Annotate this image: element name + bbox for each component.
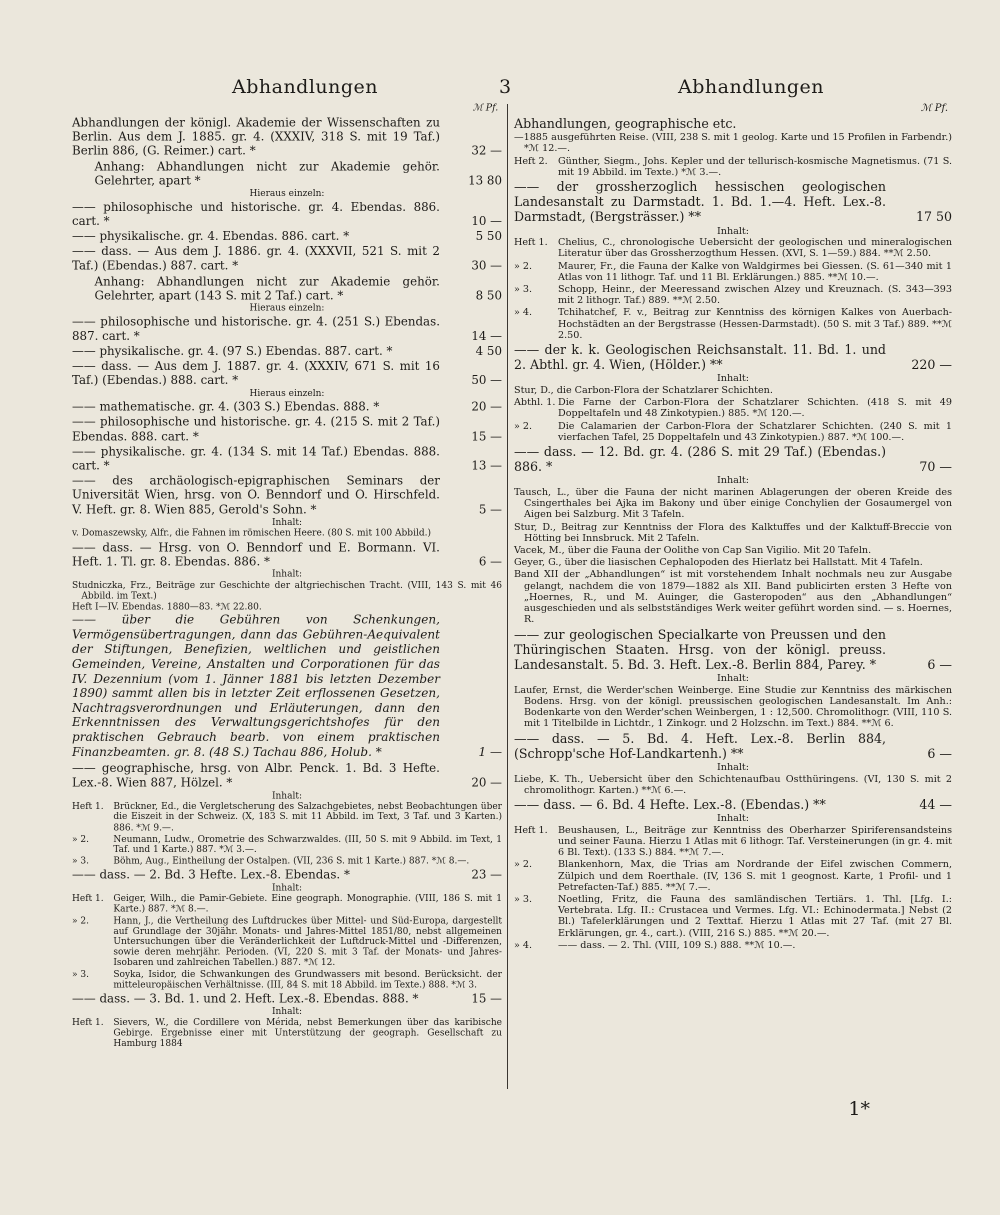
entry-text: —— physikalische. gr. 4. Ebendas. 886. cart. * [72,228,350,244]
catalog-entry [72,274,502,303]
contents-text: Laufer, Ernst, die Werder'schen Weinberge. Eine Studie zur Kenntniss des märkischen Bodens. Hrsg. von der königl. preussischen geologischen Landesanstalt. Im Anh.: Bodenkarte von den Werder'schen Weinbergen, 1 : 12,500. Chromolithogr. (VIII, 110 S. mit 1 Titelbilde in Lichtdr., 1 Zinkogr. und 2 Holzschn. im Text.) 884. **ℳ 6. [514,684,952,730]
entry-price: 32 — [471,143,502,158]
header-title-left: Abhandlungen [232,76,379,98]
catalog-entry [514,731,952,761]
entry-price: 220 — [911,357,952,373]
catalog-entry [72,614,502,761]
contents-label: Heft 1. [72,801,104,812]
contents-label: » 2. [514,260,533,272]
catalog-entry [72,444,502,473]
contents-text: Stur, D., Beitrag zur Kenntniss der Flora des Kalktuffes und der Kalktuff-Breccie von Hötting bei Innsbruck. Mit 2 Tafeln. [514,521,952,544]
right-column [514,102,952,952]
contents-item [514,940,952,951]
section-caption: Hieraus einzeln: [249,303,325,314]
contents-text: Die Farne der Carbon-Flora der Schatzlarer Schichten. (418 S. mit 49 Doppeltafeln und 48 Zinkotypien.) 885. *ℳ 120.—. [558,397,952,420]
entry-text: —— dass. — 2. Bd. 3 Hefte. Lex.-8. Ebendas. * [72,867,350,882]
entry-text: —— philosophische und historische. gr. 4. (215 S. mit 2 Taf.) Ebendas. 888. cart. * [72,414,440,443]
entry-price: 6 — [927,745,952,761]
contents-text: Schopp, Heinr., der Meeressand zwischen Alzey und Kreuznach. (S. 343—393 mit 2 lithogr. Taf.) 889. **ℳ 2.50. [558,284,952,307]
contents-label: » 3. [72,969,89,980]
entry-text: Anhang: Abhandlungen nicht zur Akademie gehör. Gelehrter, apart (143 S. mit 2 Taf.) cart. * [94,273,440,303]
entry-price: 50 — [471,373,502,388]
contents-text: Chelius, C., chronologische Uebersicht der geologischen und mineralogischen Literatur über das Grossherzogthum Hessen. (XVI, S. 1—59.) 884. **ℳ 2.50. [558,237,952,260]
left-entries [72,115,502,1049]
entry-text: —— der k. k. Geologischen Reichsanstalt. 11. Bd. 1. und 2. Abthl. gr. 4. Wien, (Hölder.) ** [514,342,886,373]
contents-item [72,894,502,915]
catalog-entry [514,116,952,131]
contents-label: » 3. [514,893,533,905]
contents-item [514,685,952,730]
contents-label: » 4. [514,939,533,951]
contents-item [514,284,952,306]
contents-item [514,569,952,625]
entry-text: —— dass. — 5. Bd. 4. Heft. Lex.-8. Berlin 884, (Schropp'sche Hof-Landkartenh.) ** [514,730,886,761]
contents-text: Günther, Siegm., Johs. Kepler und der tellurisch-kosmische Magnetismus. (71 S. mit 19 Abbild. im Texte.) *ℳ 3.—. [558,155,952,178]
contents-label: » 4. [514,307,533,319]
contents-item [514,385,952,396]
catalog-entry [72,344,502,358]
entry-price: 17 50 [915,209,952,225]
sheet-signature: 1* [848,1098,870,1120]
section-caption: Hieraus einzeln: [249,388,325,399]
contents-item [514,545,952,556]
section-caption: Inhalt: [716,373,750,385]
entry-text: Anhang: Abhandlungen nicht zur Akademie gehör. Gelehrter, apart * [94,158,440,188]
contents-text: Heft I—IV. Ebendas. 1880—83. *ℳ 22.80. [72,602,262,613]
entry-price: 6 — [478,554,502,569]
contents-text: Neumann, Ludw., Orometrie des Schwarzwaldes. (III, 50 S. mit 9 Abbild. im Text, 1 Taf. und 1 Karte.) 887. *ℳ 3.—. [113,834,502,855]
contents-text: Tchihatchef, F. v., Beitrag zur Kenntniss des körnigen Kalkes von Auerbach-Hochstädten an der Bergstrasse (Hessen-Darmstadt). (50 S. mit 3 Taf.) 889. **ℳ 2.50. [558,307,952,341]
contents-item [514,307,952,341]
currency-header-left: ℳ Pf. [472,102,499,114]
catalog-entry [72,399,502,413]
section-caption: Inhalt: [271,517,303,528]
contents-text: Vacek, M., über die Fauna der Oolithe von Cap San Vigilio. Mit 20 Tafeln. [514,545,872,557]
column-divider [507,104,508,1089]
contents-text: Geiger, Wilh., die Pamir-Gebiete. Eine geograph. Monographie. (VIII, 186 S. mit 1 Karte.) 887. *ℳ 8.—. [113,893,502,915]
contents-item [514,557,952,568]
contents-item [514,894,952,939]
catalog-entry [514,179,952,225]
section-caption: Inhalt: [271,882,303,894]
catalog-entry [72,199,502,228]
entry-text: —— physikalische. gr. 4. (134 S. mit 14 Taf.) Ebendas. 888. cart. * [72,444,440,473]
entry-text: —— mathematische. gr. 4. (303 S.) Ebendas. 888. * [72,399,380,414]
contents-text: Böhm, Aug., Eintheilung der Ostalpen. (VII, 236 S. mit 1 Karte.) 887. *ℳ 8.—. [113,856,470,867]
entry-price: 44 — [919,796,952,812]
contents-item [72,856,502,867]
contents-text: Beushausen, L., Beiträge zur Kenntniss des Oberharzer Spiriferensandsteins und seiner Fauna. Hierzu 1 Atlas mit 6 lithogr. Taf. Versteinerungen (in gr. 4. mit 6 Bl. Text). (133 S.) 884. **ℳ 7.—. [558,824,952,859]
entry-price: 13 — [471,458,502,473]
contents-item [72,969,502,990]
catalog-entry [72,229,502,243]
contents-label: » 2. [514,420,533,432]
section-caption: Inhalt: [716,761,750,773]
contents-item [514,825,952,859]
contents-item [514,132,952,154]
catalog-entry [72,991,502,1005]
contents-text: Maurer, Fr., die Fauna der Kalke von Waldgirmes bei Giessen. (S. 61—340 mit 1 Atlas von 11 lithogr. Taf. und 11 Bl. Erklärungen.) 885. **ℳ 10.—. [558,260,952,283]
contents-item [514,156,952,178]
contents-text: Die Calamarien der Carbon-Flora der Schatzlarer Schichten. (240 S. mit 1 vierfachen Tafel, 25 Doppeltafeln und 43 Zinkotypien.) 887. *ℳ 100.—. [558,420,952,443]
section-caption: Inhalt: [271,790,303,801]
entry-text: Abhandlungen, geographische etc. [514,116,737,131]
entry-text: —— philosophische und historische. gr. 4. (251 S.) Ebendas. 887. cart. * [72,314,440,343]
contents-text: Stur, D., die Carbon-Flora der Schatzlarer Schichten. [514,385,773,397]
contents-item [72,802,502,834]
right-entries [514,116,952,951]
contents-item [72,602,502,613]
entry-text: Abhandlungen der königl. Akademie der Wissenschaften zu Berlin. Aus dem J. 1885. gr. 4. (XXXIV, 318 S. mit 19 Taf.) Berlin 886, (G. Reimer.) cart. * [72,115,440,158]
contents-text: Noetling, Fritz, die Fauna des samländischen Tertiärs. 1. Thl. [Lfg. I.: Vertebrata. Lfg. II.: Crustacea und Vermes. Lfg. VI.: Echinodermata.] Nebst (2 Bl.) Tafelerklärungen und 2 Texttaf. Hierzu 1 Atlas mit 27 Taf. (mit 27 Bl. Erklärungen, gr. 4., cart.). (VIII, 216 S.) 885. **ℳ 20.—. [558,893,952,939]
entry-text: —— der grossherzoglich hessischen geologischen Landesanstalt zu Darmstadt. 1. Bd. 1.—4. Heft. Lex.-8. Darmstadt, (Bergsträsser.) ** [514,179,886,225]
section-caption: Inhalt: [271,569,303,580]
contents-label: » 2. [514,859,533,871]
entry-text: —— dass. — Hrsg. von O. Benndorf und E. Bormann. VI. Heft. 1. Tl. gr. 8. Ebendas. 886. * [72,539,440,569]
contents-label: Heft 1. [72,1017,104,1028]
contents-label: » 2. [72,915,89,927]
page-number: 3 [499,76,512,98]
contents-item [514,774,952,796]
catalog-entry [514,797,952,812]
contents-label: Heft 2. [514,155,548,167]
catalog-entry [72,761,502,790]
entry-price: 70 — [919,459,952,475]
entry-text: —— physikalische. gr. 4. (97 S.) Ebendas. 887. cart. * [72,343,393,358]
entry-price: 23 — [471,867,502,882]
entry-price: 15 — [471,991,502,1006]
contents-text: v. Domaszewsky, Alfr., die Fahnen im römischen Heere. (80 S. mit 100 Abbild.) [72,528,432,539]
entry-text: —— zur geologischen Specialkarte von Preussen und den Thüringischen Staaten. Hrsg. von der königl. preuss. Landesanstalt. 5. Bd. 3. Heft. Lex.-8. Berlin 884, Parey. * [514,626,886,672]
contents-text: Brückner, Ed., die Vergletscherung des Salzachgebietes, nebst Beobachtungen über die Eiszeit in der Schweiz. (X, 183 S. mit 11 Abbild. im Text, 3 Taf. und 3 Karten.) 886. *ℳ 9.—. [113,801,502,833]
catalog-entry [72,414,502,443]
entry-price: 15 — [471,428,502,443]
catalog-entry [72,474,502,517]
entry-price: 5 50 [475,228,502,244]
contents-item [72,580,502,601]
contents-text: Tausch, L., über die Fauna der nicht marinen Ablagerungen der oberen Kreide des Csingerthales bei Ajka im Bakony und über einige Conchylien der Gosaumergel von Aigen bei Salzburg. Mit 3 Tafeln. [514,487,952,521]
contents-item [514,237,952,259]
section-caption: Hieraus einzeln: [249,188,325,199]
catalog-entry [72,359,502,388]
contents-label: Heft 1. [72,893,104,905]
catalog-entry [72,115,502,158]
contents-label: » 2. [72,834,89,845]
entry-price: 1 — [478,745,502,760]
catalog-entry [72,159,502,188]
entry-text: —— dass. — 12. Bd. gr. 4. (286 S. mit 29 Taf.) (Ebendas.) 886. * [514,444,886,475]
contents-label: Heft 1. [514,824,548,836]
entry-price: 5 — [478,502,502,517]
section-caption: Inhalt: [716,475,750,487]
contents-text: —1885 ausgeführten Reise. (VIII, 238 S. mit 1 geolog. Karte und 15 Profilen in Farbendr.) *ℳ 12.—. [514,132,952,155]
catalog-entry [514,444,952,474]
entry-price: 13 80 [468,173,502,188]
catalog-entry [72,244,502,273]
contents-text: Soyka, Isidor, die Schwankungen des Grundwassers mit besond. Berücksicht. der mitteleuropäischen Verhältnisse. (III, 84 S. mit 18 Abbild. im Texte.) 888. *ℳ 3. [113,969,502,991]
catalog-entry [72,314,502,343]
section-caption: Inhalt: [716,673,750,685]
entry-text: —— geographische, hrsg. von Albr. Penck. 1. Bd. 3 Hefte. Lex.-8. Wien 887, Hölzel. * [72,761,440,790]
catalog-entry [514,627,952,673]
entry-price: 4 50 [475,343,502,358]
entry-text: —— dass. — Aus dem J. 1886. gr. 4. (XXXVII, 521 S. mit 2 Taf.) (Ebendas.) 887. cart. * [72,244,440,273]
contents-text: Sievers, W., die Cordillere von Mérida, nebst Bemerkungen über das karibische Gebirge. Ergebnisse einer mit Unterstützung der geograph. Gesellschaft zu Hamburg 1884 [113,1017,502,1049]
contents-text: Blankenhorn, Max, die Trias am Nordrande der Eifel zwischen Commern, Zülpich und dem Roerthale. (IV, 136 S. mit 1 geognost. Karte, 1 Profil- und 1 Petrefacten-Taf.) 885. **ℳ 7.—. [558,859,952,893]
contents-text: Band XII der „Abhandlungen“ ist mit vorstehendem Inhalt nochmals neu zur Ausgabe gelangt, nachdem die von 1879—1882 als XII. Band publicirten ersten 3 Hefte von „Hoernes, R., und M. Auinger, die Gasteropoden“ aus den „Abhandlungen“ ausgeschieden und als selbstständiges Werk weiter geführt worden sind. — s. Hoernes, R. [514,569,952,626]
header-title-right: Abhandlungen [678,76,825,98]
currency-header-right: ℳ Pf. [920,103,948,114]
catalog-entry [72,868,502,882]
section-caption: Inhalt: [271,1006,303,1017]
contents-text: Hann, J., die Vertheilung des Luftdruckes über Mittel- und Süd-Europa, dargestellt auf Grundlage der 30jähr. Monats- und Jahres-Mittel 1851/80, nebst allgemeinen Untersuchungen über die Veränderlichkeit der Luftdruck-Mittel und -Differenzen, sowie deren mehrjähr. Perioden. (VI, 220 S. mit 3 Taf. der Monats- und Jahres-Isobaren und zahlreichen Tabellen.) 887. *ℳ 12. [113,915,502,969]
contents-text: Studniczka, Frz., Beiträge zur Geschichte der altgriechischen Tracht. (VIII, 143 S. mit 46 Abbild. im Text.) [72,580,502,602]
entry-price: 6 — [927,656,952,672]
contents-item [514,487,952,521]
contents-item [72,528,502,539]
entry-price: 20 — [471,399,502,414]
contents-item [514,421,952,443]
contents-label: Abthl. 1. [514,397,556,409]
section-caption: Inhalt: [716,225,750,237]
entry-text: —— dass. — 3. Bd. 1. und 2. Heft. Lex.-8. Ebendas. 888. * [72,991,419,1006]
contents-text: Liebe, K. Th., Uebersicht über den Schichtenaufbau Ostthüringens. (VI, 130 S. mit 2 chromolithogr. Karten.) **ℳ 6.—. [514,773,952,796]
contents-label: » 3. [72,856,89,867]
entry-price: 20 — [471,775,502,790]
left-column [72,102,502,1050]
entry-text: —— über die Gebühren von Schenkungen, Vermögensübertragungen, dann das Gebühren-Aequivalent der Stiftungen, Benefizien, weltlichen und geistlichen Gemeinden, Vereine, Anstalten und Corporationen für das IV. Dezennium (vom 1. Jänner 1881 bis letzten Dezember 1890) sammt allen bis in letzter Zeit erflossenen Gesetzen, Nachtragsverordnungen und Erläuterungen, dann den Erkenntnissen des Verwaltungsgerichtshofes für den praktischen Gebrauch bearb. von einem praktischen Finanzbeamten. gr. 8. (48 S.) Tachau 886, Holub. * [72,613,440,760]
entry-text: —— dass. — 6. Bd. 4 Hefte. Lex.-8. (Ebendas.) ** [514,796,826,812]
entry-price: 10 — [471,213,502,228]
entry-text: —— des archäologisch-epigraphischen Seminars der Universität Wien, hrsg. von O. Benndorf und O. Hirschfeld. V. Heft. gr. 8. Wien 885, Gerold's Sohn. * [72,473,440,517]
contents-item [514,397,952,419]
catalog-entry [72,540,502,569]
entry-price: 30 — [471,258,502,273]
contents-item [72,1017,502,1049]
section-caption: Inhalt: [716,813,750,825]
contents-item [72,834,502,855]
contents-item [514,522,952,544]
contents-label: Heft 1. [514,237,548,249]
contents-text: —— dass. — 2. Thl. (VIII, 109 S.) 888. **ℳ 10.—. [558,939,796,951]
entry-text: —— dass. — Aus dem J. 1887. gr. 4. (XXXIV, 671 S. mit 16 Taf.) (Ebendas.) 888. cart. * [72,358,440,388]
contents-item [72,916,502,969]
contents-text: Geyer, G., über die liasischen Cephalopoden des Hierlatz bei Hallstatt. Mit 4 Tafeln. [514,557,923,569]
entry-price: 14 — [471,328,502,343]
entry-price: 8 50 [475,287,502,303]
contents-item [514,859,952,893]
contents-label: » 3. [514,284,533,296]
entry-text: —— philosophische und historische. gr. 4. Ebendas. 886. cart. * [72,199,440,228]
catalog-entry [514,342,952,372]
contents-item [514,261,952,283]
